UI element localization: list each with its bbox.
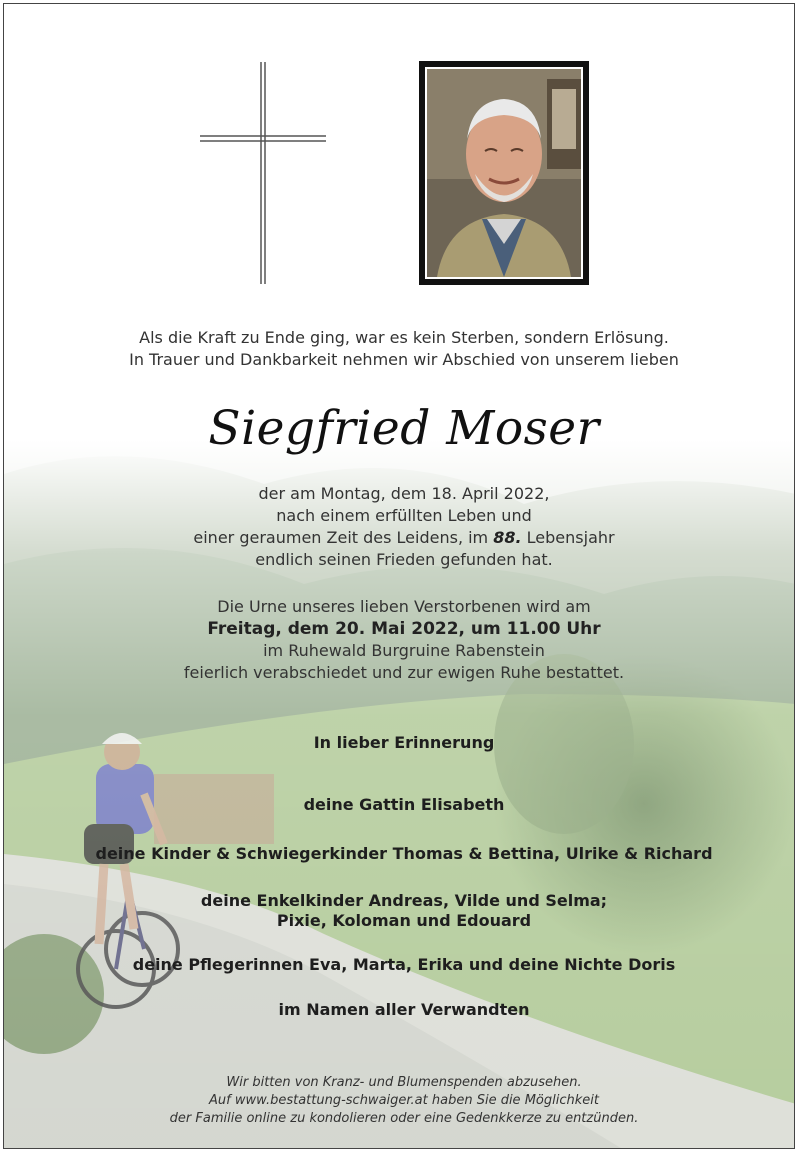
urn-line-4: feierlich verabschiedet und zur ewigen Ruhe bestattet. [183,663,625,682]
intro-line-1: Als die Kraft zu Ende ging, war es kein Sterben, sondern Erlösung. [139,328,669,347]
intro-line-2: In Trauer und Dankbarkeit nehmen wir Abschied von unserem lieben [129,350,679,369]
mourner-relatives: im Namen aller Verwandten [278,1000,530,1019]
portrait-image [427,69,581,277]
deceased-name: Siegfried Moser [208,401,600,456]
footer-line-2: Auf www.bestattung-schwaiger.at haben Sie die Möglichkeit [209,1093,599,1108]
details-line-3-end: Lebensjahr [521,528,615,547]
age-value: 88. [493,528,522,547]
mourners-heading: In lieber Erinnerung [313,733,495,752]
funeral-details [4,596,795,684]
details-line-3-start: einer geraumen Zeit des Leidens, im [193,528,494,547]
mourner-grandchildren-1: deine Enkelkinder Andreas, Vilde und Selma; [200,891,608,910]
mourner-children: deine Kinder & Schwiegerkinder Thomas & Bettina, Ulrike & Richard [95,844,713,863]
death-details [4,483,795,571]
funeral-date-time: Freitag, dem 20. Mai 2022, um 11.00 Uhr [207,619,601,639]
mourner-spouse: deine Gattin Elisabeth [303,795,505,814]
mourner-grandchildren-2: Pixie, Koloman und Edouard [276,911,532,930]
obituary-card [3,3,795,1149]
details-line-1: der am Montag, dem 18. April 2022, [258,484,550,503]
details-line-2: nach einem erfüllten Leben und [276,506,532,525]
footer-notice [4,1074,795,1128]
intro-text [4,327,795,371]
footer-line-1: Wir bitten von Kranz- und Blumenspenden abzusehen. [226,1075,582,1090]
background-photo-cyclist [4,4,795,1149]
details-line-4: endlich seinen Frieden gefunden hat. [255,550,553,569]
portrait-photo [419,61,589,285]
funeral-location: im Ruhewald Burgruine Rabenstein [263,641,545,660]
cross-icon [200,62,330,284]
footer-line-3: der Familie online zu kondolieren oder eine Gedenkkerze zu entzünden. [169,1111,639,1126]
details-line-3 [4,527,795,549]
urn-line-1: Die Urne unseres lieben Verstorbenen wird am [217,597,591,616]
mourner-caregivers: deine Pflegerinnen Eva, Marta, Erika und deine Nichte Doris [132,955,676,974]
